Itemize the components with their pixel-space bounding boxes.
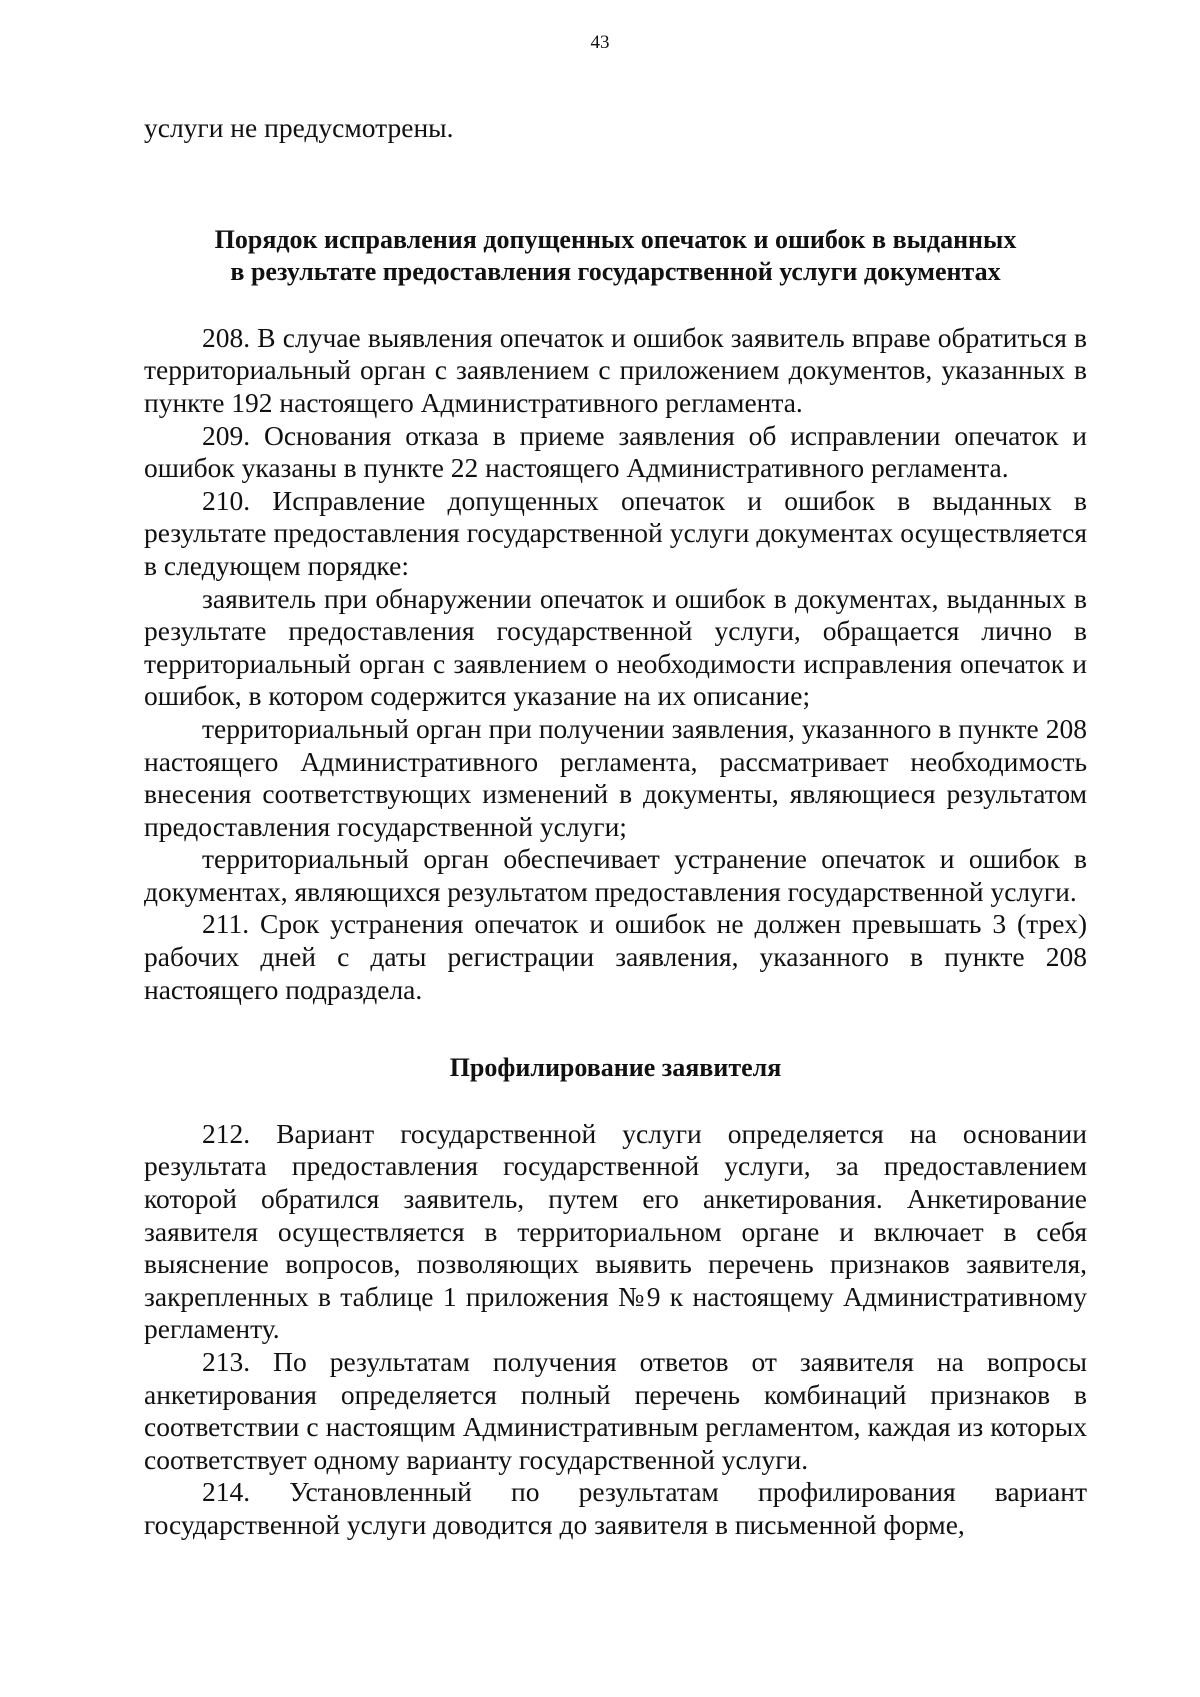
section-typo-correction-body xyxy=(144,322,1087,1006)
heading-line: в результате предоставления государственной услуги документах xyxy=(230,257,1001,287)
section-heading-typo-correction xyxy=(144,224,1087,289)
paragraph-212: 212. Вариант государственной услуги определяется на основании результата предоставления государственной услуги, за предоставлением которой обратился заявитель, путем его анкетирования. Анкетирование заявителя осуществляется в территориальном органе и включает в себя выяснение вопросов, позволяющих выявить перечень признаков заявителя, закрепленных в таблице 1 приложения №9 к настоящему Административному регламенту. xyxy=(144,1117,1087,1345)
heading-line: Порядок исправления допущенных опечаток и ошибок в выданных xyxy=(214,224,1017,254)
section-profiling-body xyxy=(144,1118,1087,1542)
paragraph-214: 214. Установленный по результатам профилирования вариант государственной услуги доводится до заявителя в письменной форме, xyxy=(144,1476,1087,1540)
section-heading-profiling: Профилирование заявителя xyxy=(449,1053,782,1083)
paragraph-208: 208. В случае выявления опечаток и ошибок заявитель вправе обратиться в территориальный орган с заявлением с приложением документов, указанных в пункте 192 настоящего Административного регламента. xyxy=(144,321,1087,418)
continuation-text: услуги не предусмотрены. xyxy=(144,112,454,143)
paragraph-213: 213. По результатам получения ответов от заявителя на вопросы анкетирования определяется полный перечень комбинаций признаков в соответствии с настоящим Административным регламентом, каждая из которых соответствует одному варианту государственной услуги. xyxy=(144,1346,1087,1475)
document-body xyxy=(144,112,1087,1542)
list-item: территориальный орган обеспечивает устранение опечаток и ошибок в документах, являющихся результатом предоставления государственной услуги. xyxy=(144,843,1087,907)
paragraph-211: 211. Срок устранения опечаток и ошибок не должен превышать 3 (трех) рабочих дней с даты регистрации заявления, указанного в пункте 208 настоящего подраздела. xyxy=(144,908,1087,1005)
list-item: территориальный орган при получении заявления, указанного в пункте 208 настоящего Административного регламента, рассматривает необходимость внесения соответствующих изменений в документы, являющиеся результатом предоставления государственной услуги; xyxy=(144,712,1087,842)
page-number: 43 xyxy=(590,32,610,53)
paragraph-209: 209. Основания отказа в приеме заявления об исправлении опечаток и ошибок указаны в пункте 22 настоящего Административного регламента. xyxy=(144,419,1087,484)
paragraph-210: 210. Исправление допущенных опечаток и ошибок в выданных в результате предоставления государственной услуги документах осуществляется в следующем порядке: xyxy=(144,484,1087,581)
list-item: заявитель при обнаружении опечаток и ошибок в документах, выданных в результате предоставления государственной услуги, обращается лично в территориальный орган с заявлением о необходимости исправления опечаток и ошибок, в котором содержится указание на их описание; xyxy=(144,582,1087,712)
